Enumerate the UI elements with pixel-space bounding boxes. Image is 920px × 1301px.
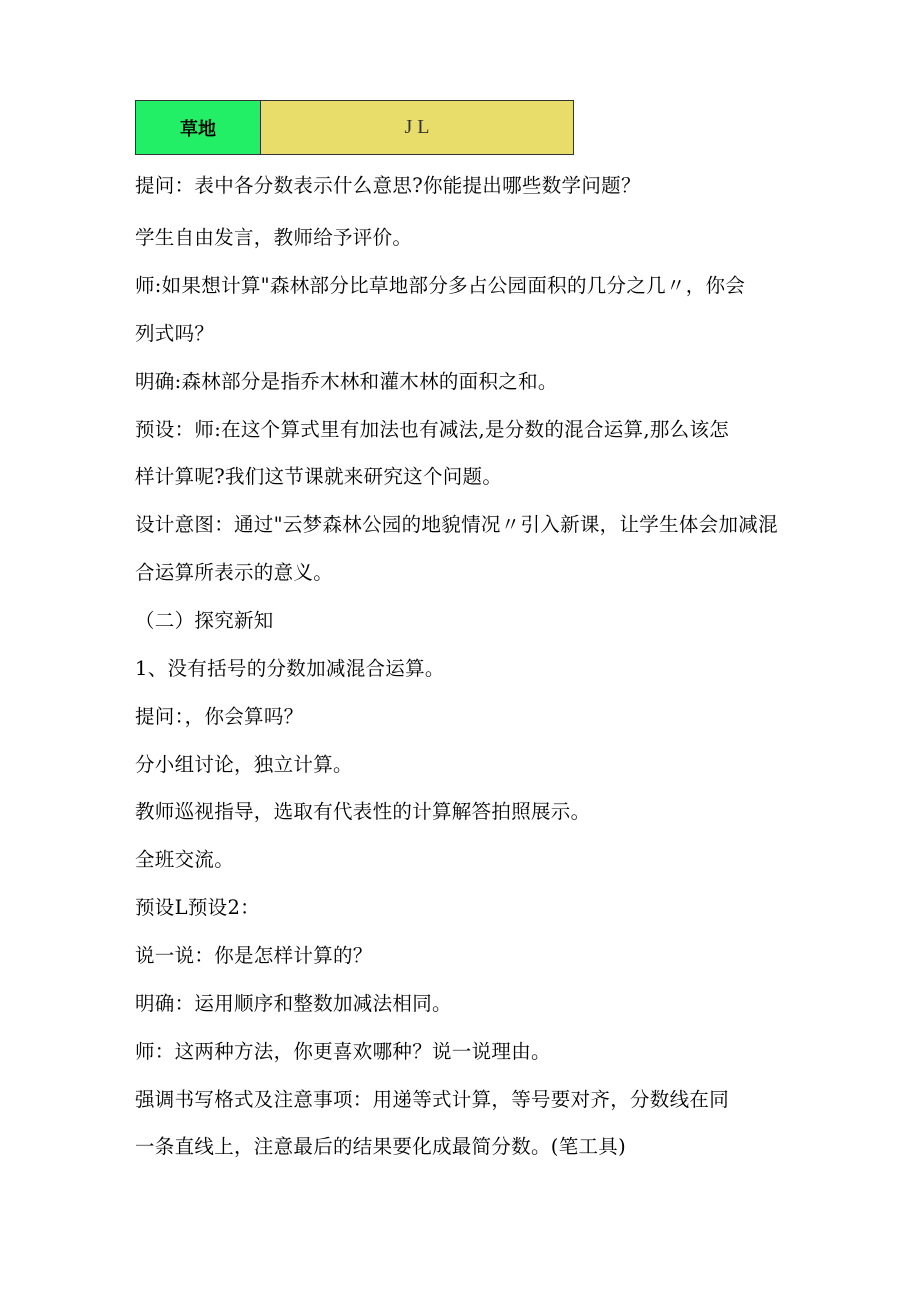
text-line: 教师巡视指导，选取有代表性的计算解答拍照展示。 [135,800,591,823]
text-line: 师：这两种方法，你更喜欢哪种？说一说理由。 [135,1040,551,1063]
text-line: 合运算所表示的意义。 [135,561,334,584]
text-line: 提问：，你会算吗？ [135,705,304,728]
text-line: 学生自由发言，教师给予评价。 [135,226,413,249]
text-line: 预设L预设2： [135,896,260,919]
text-line: 预设：师:在这个算式里有加法也有减法,是分数的混合运算,那么该怎 [135,418,730,441]
table-value-cell: J L [261,100,574,155]
text-line: 明确：运用顺序和整数加减法相同。 [135,992,452,1015]
text-line: 明确:森林部分是指乔木林和灌木林的面积之和。 [135,370,558,393]
table-label-cell: 草地 [135,100,261,155]
text-line: 设计意图：通过"云梦森林公园的地貌情况〃引入新课，让学生体会加减混 [135,513,778,536]
text-line: 样计算呢?我们这节课就来研究这个问题。 [135,465,503,488]
text-line: 分小组讨论，独立计算。 [135,753,353,776]
data-table-row [135,100,574,155]
text-line: 列式吗？ [135,322,215,345]
text-line: 一条直线上，注意最后的结果要化成最简分数。(笔工具) [135,1135,627,1158]
text-line: 1、没有括号的分数加减混合运算。 [135,657,445,680]
text-line: 全班交流。 [135,848,235,871]
text-line: 强调书写格式及注意事项：用递等式计算，等号要对齐，分数线在同 [135,1088,730,1111]
section-heading: （二）探究新知 [135,609,274,632]
text-line: 提问：表中各分数表示什么意思?你能提出哪些数学问题？ [135,174,641,197]
text-line: 师:如果想计算"森林部分比草地部分多占公园面积的几分之几〃，你会 [135,274,746,297]
text-line: 说一说：你是怎样计算的？ [135,944,373,967]
